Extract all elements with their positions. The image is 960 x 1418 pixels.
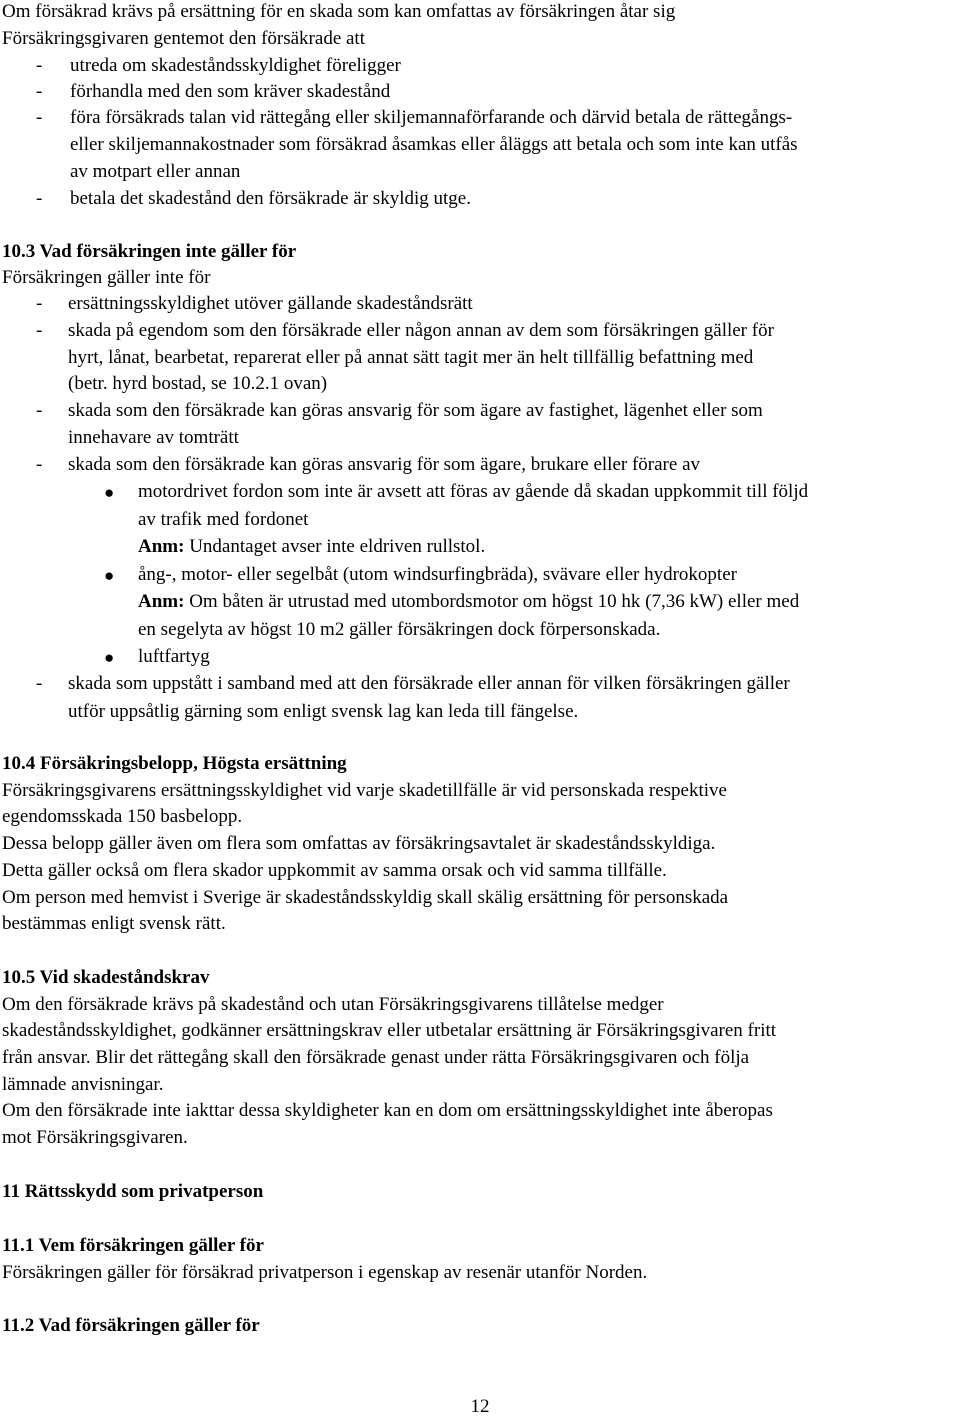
list-dash: -: [36, 188, 43, 209]
vehicle-item-2-note-cont: en segelyta av högst 10 m2 gäller försäkringen dock förpersonskada.: [138, 619, 661, 640]
exclusion-item-4: skada som den försäkrade kan göras ansvarig för som ägare, brukare eller förare av: [68, 454, 701, 475]
note-text: Om båten är utrustad med utombordsmotor om högst 10 hk (7,36 kW) eller med: [184, 591, 800, 612]
bullet-icon: ●: [104, 483, 115, 502]
paragraph-line: mot Försäkringsgivaren.: [2, 1127, 188, 1148]
section-10-3-lead: Försäkringen gäller inte för: [2, 267, 211, 288]
list-dash: -: [36, 320, 43, 341]
vehicle-item-1-note: [138, 536, 485, 558]
list-dash: -: [36, 55, 43, 76]
paragraph-line: Om den försäkrade inte iakttar dessa skyldigheter kan en dom om ersättningsskyldighet inte åberopas: [2, 1100, 773, 1121]
list-dash: -: [36, 454, 43, 475]
section-heading-10-4: 10.4 Försäkringsbelopp, Högsta ersättning: [2, 753, 347, 774]
list-dash: -: [36, 400, 43, 421]
section-heading-10-5: 10.5 Vid skadeståndskrav: [2, 967, 210, 988]
intro-item-2: förhandla med den som kräver skadestånd: [70, 81, 391, 102]
exclusion-item-3-cont: innehavare av tomträtt: [68, 427, 239, 448]
paragraph-line: Försäkringsgivarens ersättningsskyldighet vid varje skadetillfälle är vid personskada respektive: [2, 780, 727, 801]
exclusion-item-5: skada som uppstått i samband med att den försäkrade eller annan för vilken försäkringen gäller: [68, 673, 790, 694]
intro-line-2: Försäkringsgivaren gentemot den försäkrade att: [2, 28, 365, 49]
intro-item-3-cont: eller skiljemannakostnader som försäkrad åsamkas eller åläggs att betala och som inte kan utfås: [70, 134, 798, 155]
bullet-icon: ●: [104, 648, 115, 667]
paragraph-line: Detta gäller också om flera skador uppkommit av samma orsak och vid samma tillfälle.: [2, 860, 667, 881]
section-heading-10-3: 10.3 Vad försäkringen inte gäller för: [2, 241, 297, 262]
intro-item-1: utreda om skadeståndsskyldighet föreligger: [70, 55, 401, 76]
paragraph-line: skadeståndsskyldighet, godkänner ersättningskrav eller utbetalar ersättning är Försäkringsgivaren fritt: [2, 1020, 777, 1041]
paragraph-line: egendomsskada 150 basbelopp.: [2, 806, 243, 827]
list-dash: -: [36, 293, 43, 314]
list-dash: -: [36, 673, 43, 694]
paragraph-line: Om den försäkrade krävs på skadestånd och utan Försäkringsgivarens tillåtelse medger: [2, 994, 664, 1015]
exclusion-item-5-cont: utför uppsåtlig gärning som enligt svensk lag kan leda till fängelse.: [68, 701, 579, 722]
paragraph-line: lämnade anvisningar.: [2, 1074, 164, 1095]
page-number: 12: [470, 1396, 490, 1417]
note-label: Anm:: [138, 536, 185, 557]
paragraph-line: Försäkringen gäller för försäkrad privatperson i egenskap av resenär utanför Norden.: [2, 1262, 648, 1283]
list-dash: -: [36, 107, 43, 128]
bullet-icon: ●: [104, 566, 115, 585]
intro-item-3: föra försäkrads talan vid rättegång eller skiljemannaförfarande och därvid betala de rättegångs-: [70, 107, 793, 128]
exclusion-item-1: ersättningsskyldighet utöver gällande skadeståndsrätt: [68, 293, 473, 314]
vehicle-item-1-cont: av trafik med fordonet: [138, 509, 309, 530]
section-heading-11-2: 11.2 Vad försäkringen gäller för: [2, 1315, 260, 1336]
exclusion-item-2-cont2: (betr. hyrd bostad, se 10.2.1 ovan): [68, 373, 328, 394]
exclusion-item-2-cont: hyrt, lånat, bearbetat, reparerat eller på annat sätt tagit mer än helt tillfällig befattning med: [68, 347, 754, 368]
intro-item-3-cont2: av motpart eller annan: [70, 161, 241, 182]
intro-line-1: Om försäkrad krävs på ersättning för en skada som kan omfattas av försäkringen åtar sig: [2, 1, 676, 22]
exclusion-item-3: skada som den försäkrade kan göras ansvarig för som ägare av fastighet, lägenhet eller som: [68, 400, 763, 421]
paragraph-line: Om person med hemvist i Sverige är skadeståndsskyldig skall skälig ersättning för personskada: [2, 887, 729, 908]
note-text: Undantaget avser inte eldriven rullstol.: [184, 536, 486, 557]
intro-item-4: betala det skadestånd den försäkrade är skyldig utge.: [70, 188, 471, 209]
exclusion-item-2: skada på egendom som den försäkrade eller någon annan av dem som försäkringen gäller för: [68, 320, 774, 341]
section-heading-11: 11 Rättsskydd som privatperson: [2, 1181, 264, 1202]
paragraph-line: Dessa belopp gäller även om flera som omfattas av försäkringsavtalet är skadeståndsskyldiga.: [2, 833, 716, 854]
list-dash: -: [36, 81, 43, 102]
section-heading-11-1: 11.1 Vem försäkringen gäller för: [2, 1235, 264, 1256]
paragraph-line: bestämmas enligt svensk rätt.: [2, 913, 226, 934]
vehicle-item-1: motordrivet fordon som inte är avsett att föras av gående då skadan uppkommit till följd: [138, 481, 809, 502]
vehicle-item-2: ång-, motor- eller segelbåt (utom windsurfingbräda), svävare eller hydrokopter: [138, 564, 737, 585]
vehicle-item-2-note: [138, 591, 799, 613]
note-label: Anm:: [138, 591, 185, 612]
paragraph-line: från ansvar. Blir det rättegång skall den försäkrade genast under rätta Försäkringsgivaren och följa: [2, 1047, 750, 1068]
vehicle-item-3: luftfartyg: [138, 646, 210, 667]
